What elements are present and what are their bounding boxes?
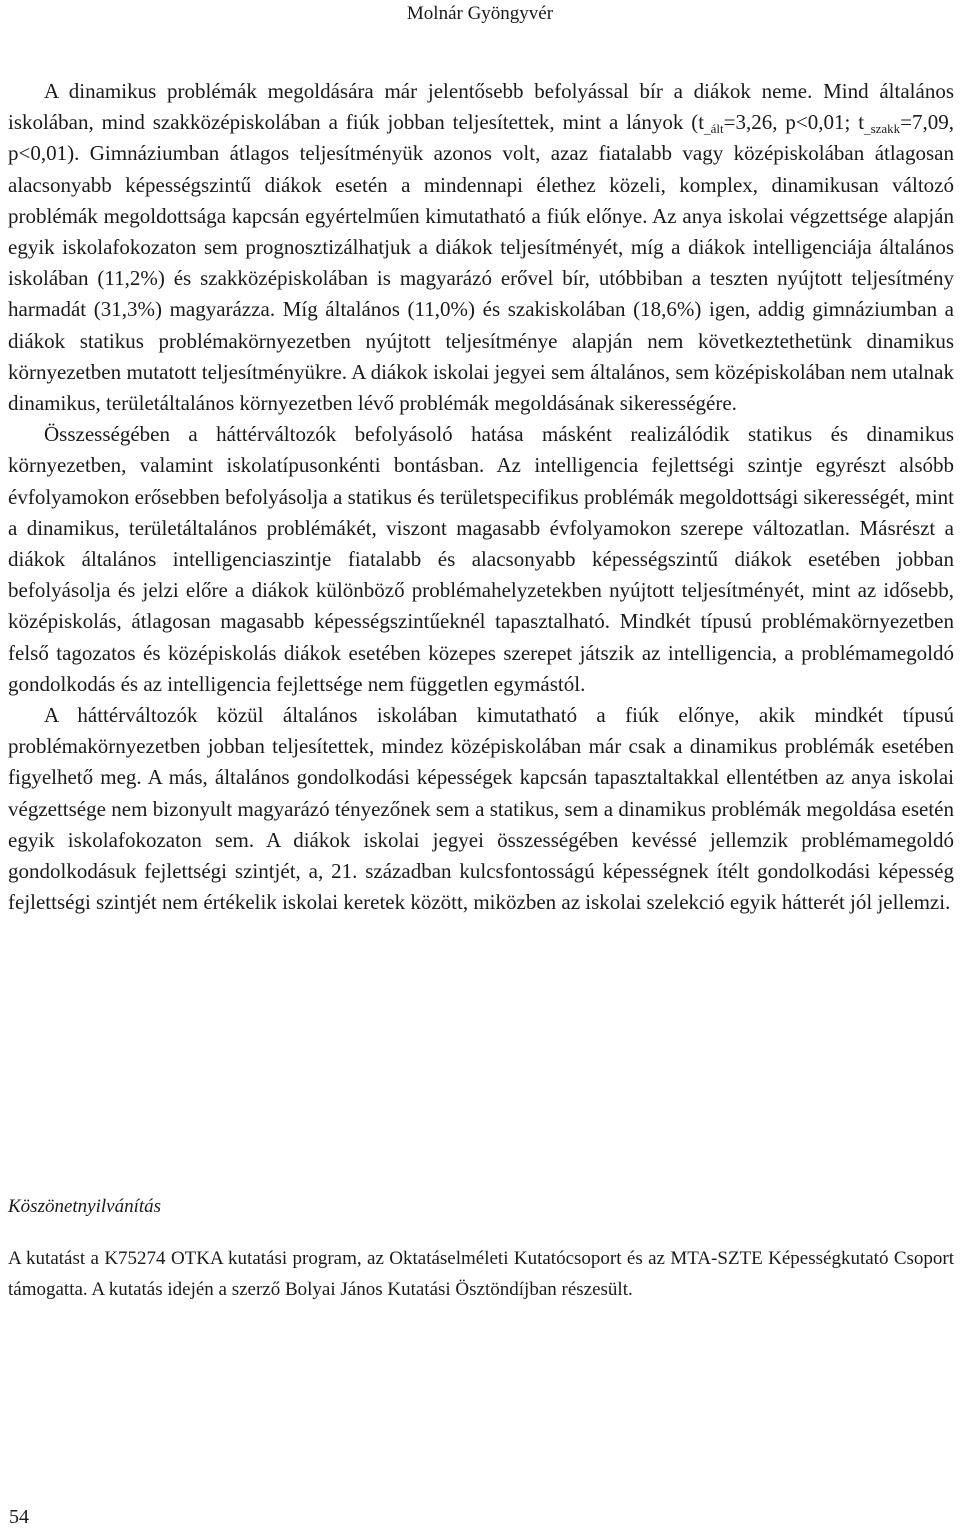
paragraph-1-part-a: A dinamikus problémák megoldására már jelentősebb befolyással bír a diákok neme. Mind általános iskolában, mind szakközépiskolában a fiúk jobban teljesítettek, mint a lányok (t (8, 79, 954, 135)
running-header-author: Molnár Gyöngyvér (406, 3, 554, 24)
acknowledgement-heading: Köszönetnyilvánítás (8, 1196, 162, 1217)
subscript-alt: _ált (704, 121, 724, 137)
paragraph-1-part-c: =7,09, p<0,01). Gimnáziumban átlagos teljesítményük azonos volt, azaz fiatalabb vagy középiskolában átlagosan alacsonyabb képességszintű diákok esetén a mindennapi élethez közeli, komplex, dinamikusan változó problémák megoldottsága kapcsán egyértelműen kimutatható a fiúk előnye. Az anya iskolai végzettsége alapján egyik iskolafokozaton sem prognosztizálhatjuk a diákok teljesítményét, míg a diákok intelligenciája általános iskolában (11,2%) és szakközépiskolában is magyarázó erővel bír, utóbbiban a teszten nyújtott teljesítmény harmadát (31,3%) magyarázza. Míg általános (11,0%) és szakiskolában (18,6%) igen, addig gimnáziumban a diákok statikus problémakörnyezetben nyújtott teljesítménye alapján nem következtethetünk dinamikus környezetben mutatott teljesítményükre. A diákok iskolai jegyei sem általános, sem középiskolában nem utalnak dinamikus, területáltalános környezetben lévő problémák megoldásának sikerességére. (8, 110, 955, 416)
paragraph-1-part-b: =3,26, p<0,01; t (723, 110, 865, 135)
subscript-szakk: _szakk (864, 121, 901, 137)
paragraph-2: Összességében a háttérváltozók befolyásoló hatása másként realizálódik statikus és dinamikus környezetben, valamint iskolatípusonkénti bontásban. Az intelligencia fejlettségi szintje egyrészt alsóbb évfolyamokon erősebben befolyásolja a statikus és területspecifikus problémák megoldottsági sikerességét, mint a dinamikus, területáltalános problémákét, viszont magasabb évfolyamokon szerepe változatlan. Másrészt a diákok általános intelligenciaszintje fiatalabb és alacsonyabb képességszintű diákok esetében jobban befolyásolja és jelzi előre a diákok különböző problémahelyzetekben nyújtott teljesítményét, mint az idősebb, középiskolás, átlagosan magasabb képességszintűeknél tapasztalható. Mindkét típusú problémakörnyezetben felső tagozatos és középiskolás diákok esetében közepes szerepet játszik az intelligencia, a problémamegoldó gondolkodás és az intelligencia fejlettsége nem független egymástól. (8, 422, 954, 696)
page-number: 54 (9, 1506, 29, 1528)
paragraph-3: A háttérváltozók közül általános iskolában kimutatható a fiúk előnye, akik mindkét típusú problémakörnyezetben jobban teljesítettek, mindez középiskolában már csak a dinamikus problémák esetében figyelhető meg. A más, általános gondolkodási képességek kapcsán tapasztaltakkal ellentétben az anya iskolai végzettsége nem bizonyult magyarázó tényezőnek sem a statikus, sem a dinamikus problémák megoldása esetén egyik iskolafokozaton sem. A diákok iskolai jegyei összességében kevéssé jellemzik problémamegoldó gondolkodásuk fejlettségi szintjét, a, 21. században kulcsfontosságú képességnek ítélt gondolkodási képesség fejlettségi szintjét nem értékelik iskolai keretek között, miközben az iskolai szelekció egyik hátterét jól jellemzi. (8, 703, 954, 915)
paragraph-1 (8, 76, 954, 419)
main-body-text (8, 76, 954, 918)
acknowledgement-text: A kutatást a K75274 OTKA kutatási program, az Oktatáselméleti Kutatócsoport és az MTA-SZTE Képességkutató Csoport támogatta. A kutatás idején a szerző Bolyai János Kutatási Ösztöndíjban részesült. (8, 1248, 954, 1300)
